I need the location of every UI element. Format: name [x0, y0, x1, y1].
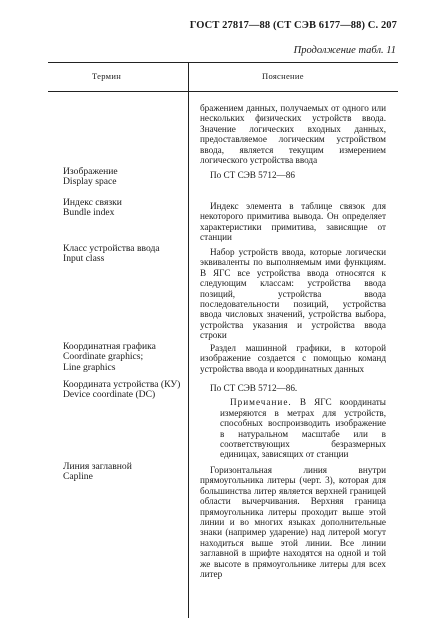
term-ru: Линия заглавной	[63, 461, 132, 472]
page-header: ГОСТ 27817—88 (СТ СЭВ 6177—88) С. 207	[189, 20, 397, 31]
table-continuation-label: Продолжение табл. 11	[293, 45, 396, 56]
term-ru: Класс устройства ввода	[63, 243, 160, 254]
table-row-term	[63, 244, 160, 265]
explanation-text: Набор устройств ввода, которые логически эквиваленты по выполняемым ими функциям. В ЯГС все устройства ввода относятся к следующим классам: устройства ввода позиций, устройства ввода последовательности позиций, устройства ввода числовых значений, устройства выбора, устройства указания и устройства ввода строки	[200, 247, 386, 341]
table-row-explanation	[200, 170, 386, 180]
table-row-term	[63, 380, 180, 401]
term-en-alt: Line graphics	[63, 361, 116, 373]
table-row-term	[63, 462, 132, 483]
table-row-explanation	[200, 247, 386, 341]
header-bottom-rule	[48, 91, 398, 92]
explanation-text: По СТ СЭВ 5712—86	[210, 170, 295, 180]
term-en: Display space	[63, 176, 117, 188]
note-block	[200, 397, 386, 459]
term-ru: Координата устройства (КУ)	[63, 379, 181, 390]
explanation-text: Раздел машинной графики, в которой изображение создается с помощью команд устройства ввода и координатных данных	[200, 343, 386, 374]
note-text: В ЯГС координаты измеряются в метрах для устройств, способных воспроизводить изображение в натуральном масштабе или в соответствующих безразмерных единицах, зависящих от станции	[220, 397, 386, 460]
explanation-text: Горизонтальная линия внутри прямоугольника литеры (черт. 3), которая для большинства литер является верхней границей области вычерчивания. Верхняя граница прямоугольника литеры проходит выше этой линии и во многих языках дополнительные знаки (например ударение) над литерой могут находиться выше этой линии. Все линии заглавной в шрифте находятся на одной и той же высоте в прямоугольнике литеры для всех литер	[200, 465, 386, 580]
term-en: Coordinate graphics;	[63, 351, 144, 363]
term-en: Capline	[63, 471, 93, 483]
term-en: Device coordinate (DC)	[63, 389, 156, 401]
table-row-explanation	[200, 103, 386, 165]
term-en: Input class	[63, 253, 105, 265]
table-row-term	[63, 198, 122, 219]
column-header-term: Термин	[92, 71, 122, 81]
term-ru: Изображение	[63, 166, 118, 177]
explanation-text: бражением данных, получаемых от одного или нескольких физических устройств ввода. Значение логических входных данных, предоставляемое логическим устройством ввода, является текущим измерением логического устройства ввода	[200, 103, 386, 166]
term-ru: Координатная графика	[63, 341, 156, 352]
table-row-explanation	[200, 465, 386, 579]
term-en: Bundle index	[63, 207, 115, 219]
explanation-text: Индекс элемента в таблице связок для некоторого примитива вывода. Он определяет характеристики примитива, зависящие от станции	[200, 201, 386, 243]
term-ru: Индекс связки	[63, 197, 122, 208]
column-header-explanation: Пояснение	[262, 71, 304, 81]
column-divider	[188, 62, 189, 618]
table-row-term	[63, 167, 118, 188]
table-row-explanation	[200, 383, 386, 460]
note-label: Примечание.	[230, 397, 292, 408]
table-row-explanation	[200, 201, 386, 243]
table-top-rule	[48, 62, 398, 63]
table-row-term	[63, 342, 156, 373]
explanation-text: По СТ СЭВ 5712—86.	[210, 383, 298, 393]
table-row-explanation	[200, 343, 386, 374]
